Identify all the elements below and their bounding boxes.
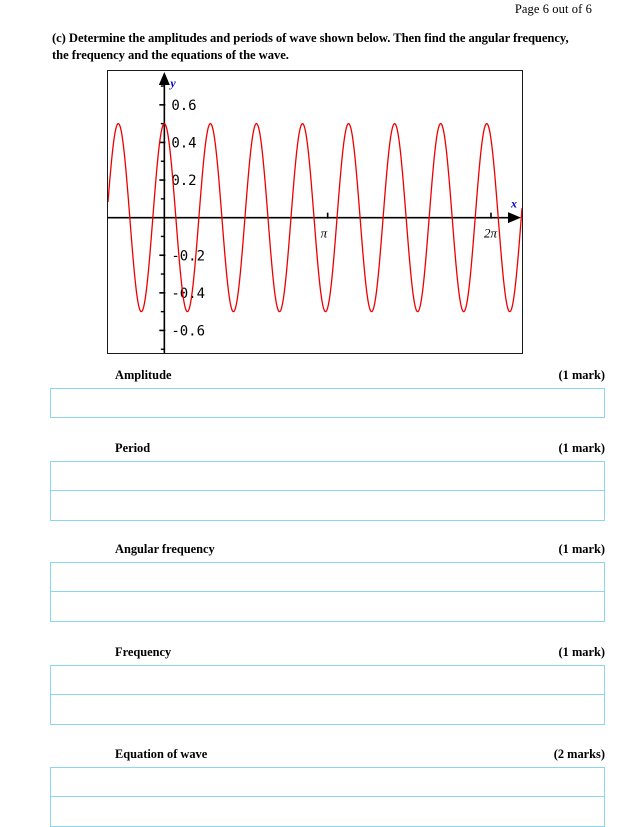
answer-section-label: Equation of wave — [115, 747, 208, 761]
answer-section — [50, 368, 605, 418]
y-axis-tick-label: 0.6 — [171, 98, 197, 115]
question-text: (c) Determine the amplitudes and periods of wave shown below. Then find the angular frequency, the frequency and the equations of the wave. — [52, 31, 569, 62]
answer-input-box[interactable] — [50, 592, 605, 622]
y-axis-tick-label: -0.4 — [171, 286, 206, 303]
y-axis-tick-label: 0.4 — [171, 135, 197, 152]
answer-input-box[interactable] — [50, 388, 605, 418]
x-axis-letter: x — [511, 196, 517, 211]
answer-section-header — [50, 645, 605, 665]
answer-input-box[interactable] — [50, 767, 605, 797]
answer-section-label: Period — [115, 441, 151, 455]
y-axis-tick-label: -0.6 — [171, 323, 206, 340]
answer-section-label: Amplitude — [115, 368, 172, 382]
answer-section-header — [50, 368, 605, 388]
x-axis-arrowhead — [508, 212, 521, 223]
answer-section-header — [50, 441, 605, 461]
answer-section-header — [50, 747, 605, 767]
x-axis-tick-label: π — [320, 225, 328, 241]
answer-section-label: Angular frequency — [115, 542, 215, 556]
answer-input-box[interactable] — [50, 461, 605, 491]
answer-section-marks: (1 mark) — [558, 645, 605, 659]
y-axis-letter: y — [170, 76, 176, 90]
y-axis-tick-label: -0.2 — [171, 248, 206, 265]
answer-input-box[interactable] — [50, 562, 605, 592]
answer-section-header — [50, 542, 605, 562]
y-axis-arrowhead — [159, 72, 170, 85]
answer-section-label: Frequency — [115, 645, 172, 659]
answer-section-marks: (1 mark) — [558, 368, 605, 382]
answer-input-box[interactable] — [50, 665, 605, 695]
answer-section — [50, 747, 605, 827]
y-axis-tick-label: 0.2 — [171, 173, 197, 190]
answer-input-box[interactable] — [50, 491, 605, 521]
wave-graph-figure — [107, 70, 523, 354]
answer-section-marks: (2 marks) — [553, 747, 605, 761]
x-axis-tick-label: 2π — [483, 225, 497, 241]
answer-section-marks: (1 mark) — [558, 441, 605, 455]
wave-plot — [108, 71, 522, 353]
page-indicator: Page 6 out of 6 — [514, 2, 592, 16]
answer-section — [50, 542, 605, 622]
answer-section-marks: (1 mark) — [558, 542, 605, 556]
answer-input-box[interactable] — [50, 695, 605, 725]
answer-section — [50, 645, 605, 725]
answer-section — [50, 441, 605, 521]
